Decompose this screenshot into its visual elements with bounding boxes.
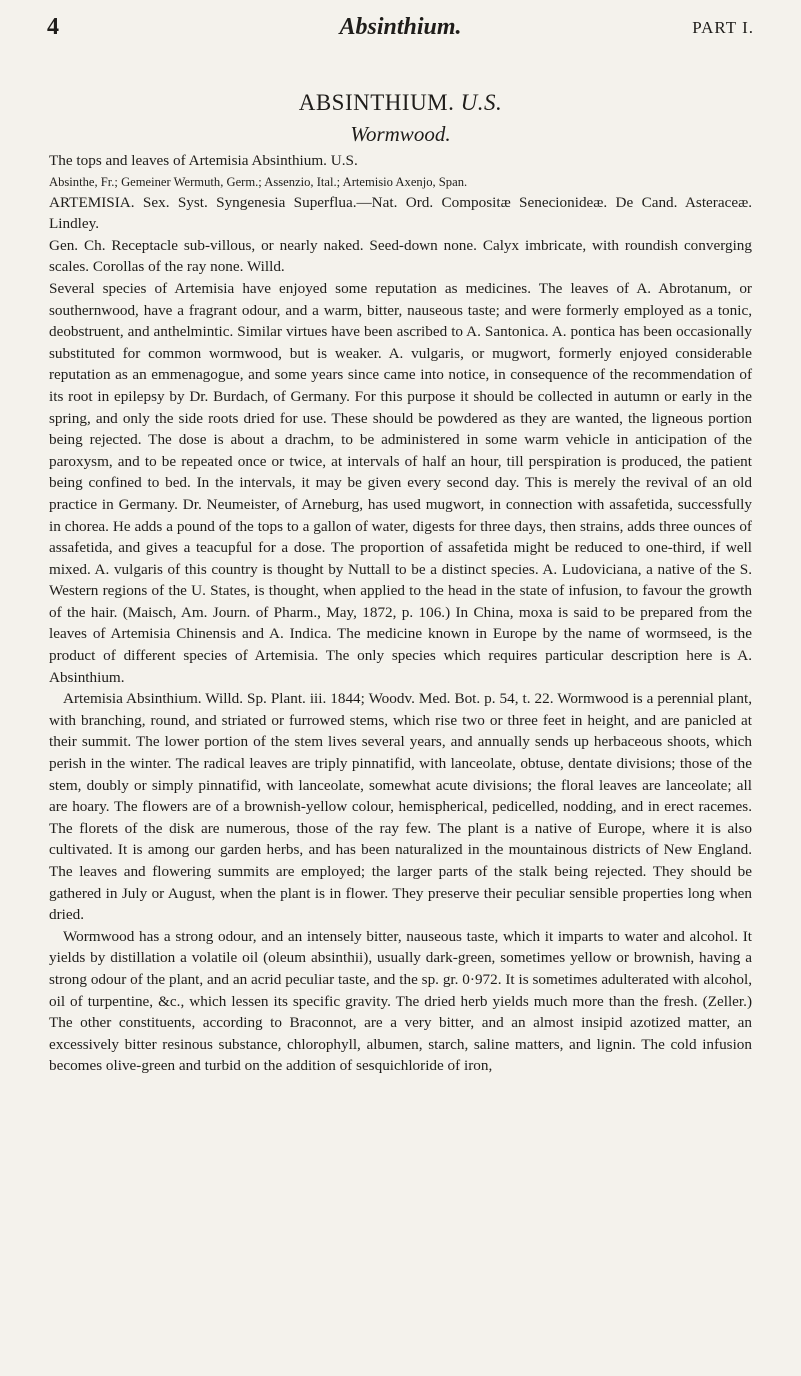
paragraph-generic-characters: Gen. Ch. Receptacle sub-villous, or nearly naked. Seed-down none. Calyx imbricate, with roundish converging scales. Corollas of the ray none. Willd. — [49, 236, 752, 276]
paragraph-definition: The tops and leaves of Artemisia Absinthium. U.S. — [49, 152, 358, 169]
paragraph-classification: ARTEMISIA. Sex. Syst. Syngenesia Superflua.—Nat. Ord. Compositæ Senecionideæ. De Cand. Asteraceæ. Lindley. — [49, 193, 752, 233]
running-title: Absinthium. — [339, 14, 462, 40]
part-label: PART I. — [692, 18, 754, 37]
running-head — [47, 14, 754, 44]
paragraph-synonyms: Absinthe, Fr.; Gemeiner Wermuth, Germ.; Assenzio, Ital.; Artemisio Axenjo, Span. — [49, 174, 468, 189]
title-text: ABSINTHIUM. — [298, 90, 455, 115]
pharmacopoeia-mark: U.S. — [460, 90, 503, 115]
paragraph-description: Artemisia Absinthium. Willd. Sp. Plant. iii. 1844; Woodv. Med. Bot. p. 54, t. 22. Wormwood is a perennial plant, with branching, round, and striated or furrowed stems, which rise two or three feet in height, and are panicled at their summit. The lower portion of the stem lives several years, and annually sends up herbaceous shoots, which perish in the winter. The radical leaves are triply pinnatifid, with lanceolate, obtuse, dentate divisions; those of the stem, doubly or simply pinnatifid, with lanceolate, somewhat acute divisions; the floral leaves are lanceolate; all are hoary. The flowers are of a brownish-yellow colour, hemispherical, pedicelled, nodding, and in erect racemes. The florets of the disk are numerous, those of the ray few. The plant is a native of Europe, where it is also cultivated. It is among our garden herbs, and has been naturalized in the mountainous districts of New England. The leaves and flowering summits are employed; the larger parts of the stalk being rejected. They should be gathered in July or August, when the plant is in flower. They preserve their peculiar sensible properties long when dried. — [49, 690, 752, 924]
paragraph-species: Several species of Artemisia have enjoyed some reputation as medicines. The leaves of A. Abrotanum, or southernwood, have a fragrant odour, and a warm, bitter, nauseous taste; and were formerly employed as a tonic, deobstruent, and anthelmintic. Similar virtues have been ascribed to A. Santonica. A. pontica has been occasionally substituted for common wormwood, but is weaker. A. vulgaris, or mugwort, formerly enjoyed considerable reputation as an emmenagogue, and some years since came into notice, in consequence of the recommendation of its root in epilepsy by Dr. Burdach, of Germany. For this purpose it should be collected in autumn or early in the spring, and only the side roots dried for use. These should be powdered as they are wanted, the ligneous portion being rejected. The dose is about a drachm, to be administered in some warm vehicle in anticipation of the paroxysm, and to be repeated once or twice, at intervals of half an hour, till perspiration is produced, the patient being confined to bed. In the intervals, it may be given every second day. This is merely the revival of an old practice in Germany. Dr. Neumeister, of Arneburg, has used mugwort, in connection with assafetida, successfully in chorea. He adds a pound of the tops to a gallon of water, digests for three days, then strains, adds three ounces of assafetida, and gives a teacupful for a dose. The proportion of assafetida might be reduced to one-third, if well mixed. A. vulgaris of this country is thought by Nuttall to be a distinct species. A. Ludoviciana, a native of the S. Western regions of the U. States, is thought, when applied to the head in the state of infusion, to favour the growth of the hair. (Maisch, Am. Journ. of Pharm., May, 1872, p. 106.) In China, moxa is said to be prepared from the leaves of Artemisia Chinensis and A. Indica. The medicine known in Europe by the name of wormseed, is the product of different species of Artemisia. The only species which requires particular description here is A. Absinthium. — [49, 279, 752, 686]
article-body — [49, 150, 752, 1077]
paragraph-properties: Wormwood has a strong odour, and an intensely bitter, nauseous taste, which it imparts to water and alcohol. It yields by distillation a volatile oil (oleum absinthii), usually dark-green, sometimes yellow or brownish, having a strong odour of the plant, and an acrid peculiar taste, and the sp. gr. 0·972. It is sometimes adulterated with alcohol, oil of turpentine, &c., which lessen its specific gravity. The dried herb yields much more than the fresh. (Zeller.) The other constituents, according to Braconnot, are a very bitter, and an almost insipid azotized matter, an excessively bitter resinous substance, chlorophyll, albumen, starch, saline matters, and lignin. The cold infusion becomes olive-green and turbid on the addition of sesquichloride of iron, — [49, 927, 752, 1075]
page-number: 4 — [47, 14, 59, 40]
common-name: Wormwood. — [350, 122, 451, 146]
article-title — [0, 90, 801, 116]
